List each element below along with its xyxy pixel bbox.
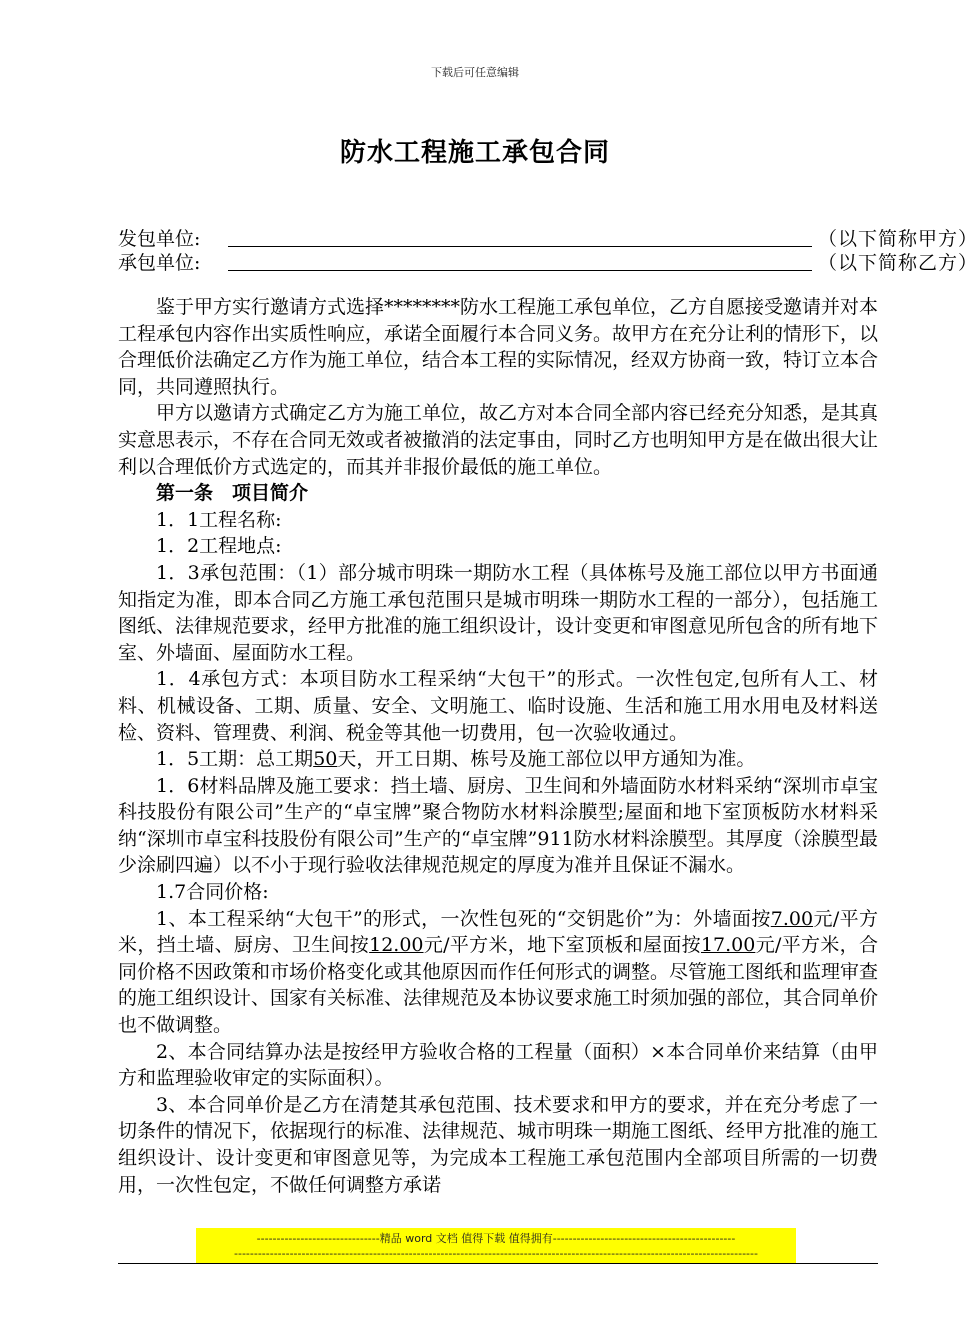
clause-1-5 [118,746,878,773]
clause-1-5-text-b: 天，开工日期、栋号及施工部位以甲方通知为准。 [337,748,756,771]
price-item-1 [118,906,878,1039]
party-contractor-note: （以下简称乙方） [818,252,978,274]
party-contractor-fill-line [228,250,812,271]
price-item-1-text-b: 元/平方米，挡土墙、厨房、卫生间按 [118,907,878,957]
footer-banner-line-2: ------------------------------------------------------------------------------------------------------------------------------------ [234,1247,758,1260]
paragraph-preamble-1: 鉴于甲方实行邀请方式选择********防水工程施工承包单位，乙方自愿接受邀请并对本工程承包内容作出实质性响应，承诺全面履行本合同义务。故甲方在充分让利的情形下，以合理低价法确定乙方作为施工单位，结合本工程的实际情况，经双方协商一致，特订立本合同，共同遵照执行。 [118,296,879,398]
price-retaining-wall-value: 12.00 [369,934,424,957]
price-item-3: 3、本合同单价是乙方在清楚其承包范围、技术要求和甲方的要求，并在充分考虑了一切条件的情况下，依据现行的标准、法律规范、城市明珠一期施工图纸、经甲方批准的施工组织设计、设计变更和审图意见等，为完成本工程施工承包范围内全部项目所需的一切费用，一次性包定，不做任何调整方承诺 [118,1093,879,1196]
party-client-label: 发包单位: [118,228,201,250]
document-title: 防水工程施工承包合同 [339,138,610,168]
price-exterior-wall-value: 7.00 [770,907,814,930]
price-item-1-text-c: 元/平方米，地下室顶板和屋面按 [423,934,701,957]
clause-1-3: 1．3承包范围：（1）部分城市明珠一期防水工程（具体栋号及施工部位以甲方书面通知指定为准，即本合同乙方施工承包范围只是城市明珠一期防水工程的一部分），包括施工图纸、法律规范要求，经甲方批准的施工组织设计，设计变更和审图意见所包含的所有地下室、外墙面、屋面防水工程。 [118,561,879,664]
party-client-row [118,226,978,252]
party-client-note: （以下简称甲方） [818,228,978,250]
clause-1-1: 1．1工程名称: [156,508,282,531]
footer-highlight-banner [196,1228,796,1264]
clause-1-5-text-a: 1．5工期：总工期 [156,748,314,771]
section-heading-article-1: 第一条 项目简介 [156,482,309,505]
clause-1-2: 1．2工程地点: [156,535,282,558]
price-item-2: 2、本合同结算办法是按经甲方验收合格的工程量（面积）×本合同单价来结算（由甲方和监理验收审定的实际面积）。 [118,1040,878,1090]
paragraph-preamble-2: 甲方以邀请方式确定乙方为施工单位，故乙方对本合同全部内容已经充分知悉，是其真实意思表示，不存在合同无效或者被撤消的法定事由，同时乙方也明知甲方是在做出很大让利以合理低价方式选定的，而其并非报价最低的施工单位。 [118,402,879,478]
party-contractor-label: 承包单位: [118,252,201,274]
price-item-1-text-a: 1、本工程采纳“大包干”的形式，一次性包死的“交钥匙价”为：外墙面按 [156,907,771,930]
party-contractor-row [118,250,978,276]
header-note: 下载后可任意编辑 [431,66,519,79]
clause-1-4: 1．4承包方式：本项目防水工程采纳“大包干”的形式。一次性包定,包所有人工、材料、机械设备、工期、质量、安全、文明施工、临时设施、生活和施工用水用电及材料送检、资料、管理费、利润、税金等其他一切费用，包一次验收通过。 [118,668,878,744]
footer-rule [118,1263,878,1264]
price-roof-value: 17.00 [700,934,756,957]
contract-body [118,294,878,1198]
duration-days-value: 50 [313,748,338,771]
footer-banner-line-1: -------------------------------精品 word 文档 值得下载 值得拥有---------------------------------------------- [256,1232,736,1245]
party-client-fill-line [228,226,812,247]
clause-1-6: 1．6材料品牌及施工要求：挡土墙、厨房、卫生间和外墙面防水材料采纳“深圳市卓宝科技股份有限公司”生产的“卓宝牌”聚合物防水材料涂膜型;屋面和地下室顶板防水材料采纳“深圳市卓宝科技股份有限公司”生产的“卓宝牌”911防水材料涂膜型。其厚度（涂膜型最少涂刷四遍）以不小于现行验收法律规范规定的厚度为准并且保证不漏水。 [118,774,878,877]
clause-1-7: 1.7合同价格: [156,881,269,904]
price-item-1-text-d: 元/平方米，合同价格不因政策和市场价格变化或其他原因而作任何形式的调整。尽管施工图纸和监理审查的施工组织设计、国家有关标准、法律规范及本协议要求施工时须加强的部位，其合同单价也不做调整。 [118,934,879,1037]
